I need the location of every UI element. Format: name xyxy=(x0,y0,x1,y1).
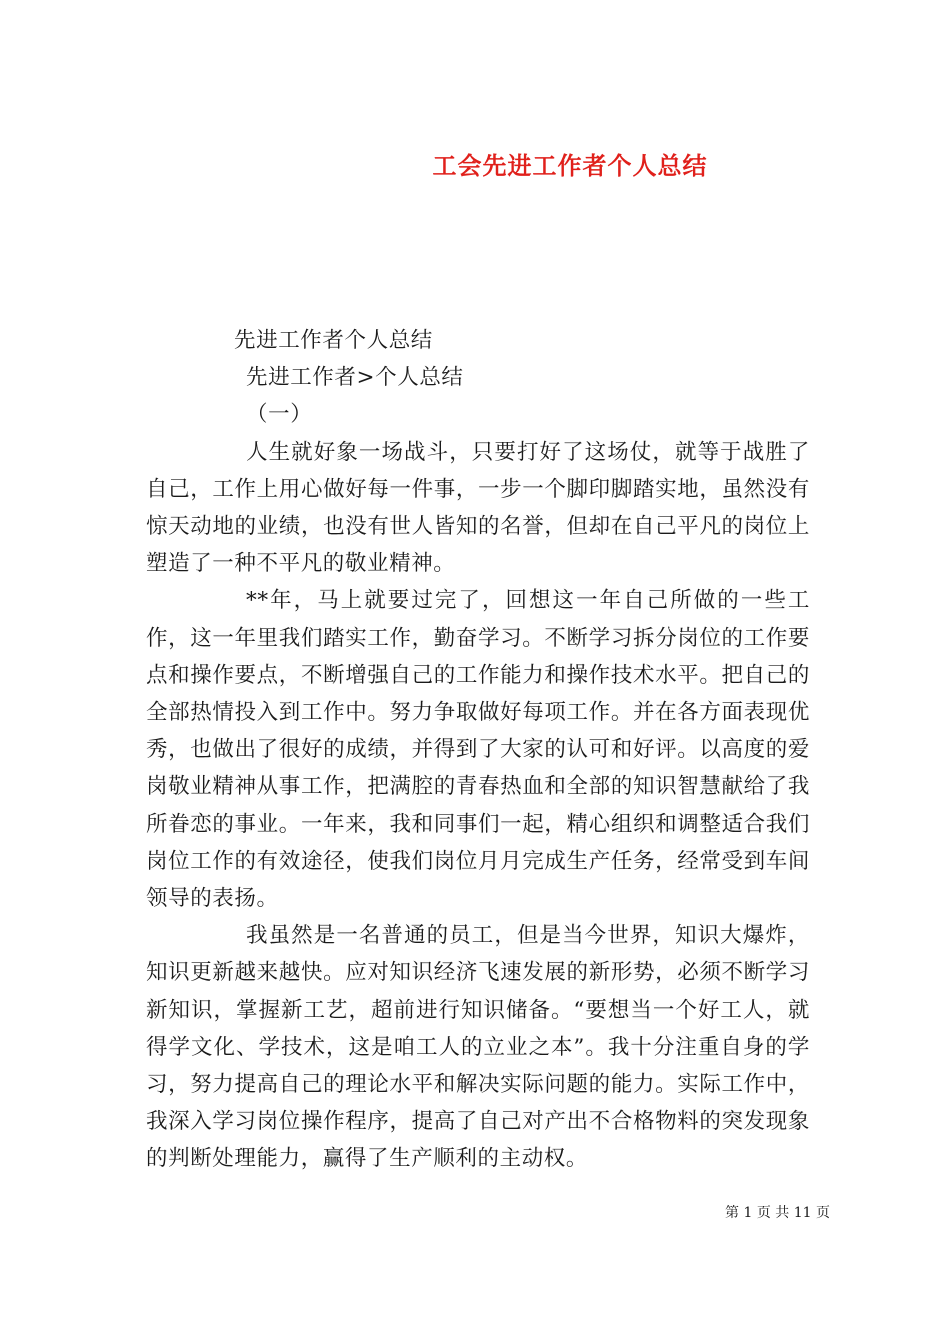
subtitle-secondary: 先进工作者>个人总结 xyxy=(246,365,464,391)
subtitle-primary: 先进工作者个人总结 xyxy=(234,328,433,353)
page-number-footer: 第 1 页 共 11 页 xyxy=(725,1205,830,1221)
document-body xyxy=(146,322,810,1178)
body-paragraph-3: 我虽然是一名普通的员工，但是当今世界，知识大爆炸，知识更新越来越快。应对知识经济飞速发展的新形势，必须不断学习新知识，掌握新工艺，超前进行知识储备。“要想当一个好工人，就得学文化、学技术，这是咱工人的立业之本”。我十分注重自身的学习，努力提高自己的理论水平和解决实际问题的能力。实际工作中，我深入学习岗位操作程序，提高了自己对产出不合格物料的突发现象的判断处理能力，赢得了生产顺利的主动权。 xyxy=(146,923,810,1172)
body-paragraph-1: 人生就好象一场战斗，只要打好了这场仗，就等于战胜了自己，工作上用心做好每一件事，一步一个脚印脚踏实地，虽然没有惊天动地的业绩，也没有世人皆知的名誉，但却在自己平凡的岗位上塑造了一种不平凡的敬业精神。 xyxy=(146,439,810,577)
body-paragraph-2: **年，马上就要过完了，回想这一年自己所做的一些工作，这一年里我们踏实工作，勤奋学习。不断学习拆分岗位的工作要点和操作要点，不断增强自己的工作能力和操作技术水平。把自己的全部热情投入到工作中。努力争取做好每项工作。并在各方面表现优秀，也做出了很好的成绩，并得到了大家的认可和好评。以高度的爱岗敬业精神从事工作，把满腔的青春热血和全部的知识智慧献给了我所眷恋的事业。一年来，我和同事们一起，精心组织和调整适合我们岗位工作的有效途径，使我们岗位月月完成生产任务，经常受到车间领导的表扬。 xyxy=(146,588,810,912)
section-marker: （一） xyxy=(246,402,313,428)
page-title: 工会先进工作者个人总结 xyxy=(432,151,708,181)
